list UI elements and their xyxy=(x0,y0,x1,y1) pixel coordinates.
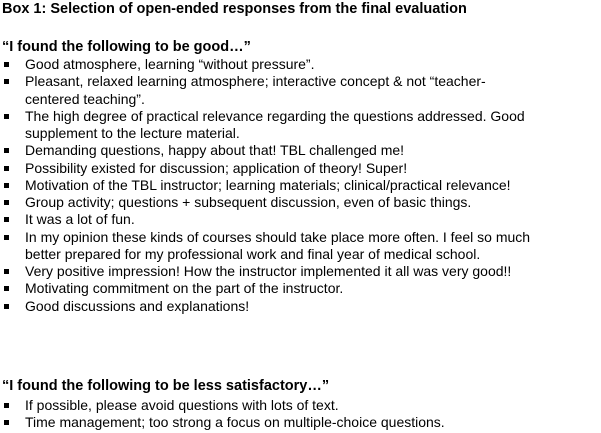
bullet-icon xyxy=(4,114,9,119)
response-text: It was a lot of fun. xyxy=(25,211,135,228)
less-satisfactory-responses-list xyxy=(0,397,601,432)
response-item xyxy=(0,142,601,159)
response-text: Motivating commitment on the part of the instructor. xyxy=(25,280,344,297)
response-text: If possible, please avoid questions with lots of text. xyxy=(25,397,339,413)
bullet-icon xyxy=(4,148,9,153)
response-text: better prepared for my professional work and final year of medical school. xyxy=(25,245,481,262)
response-item xyxy=(0,73,601,108)
bullet-icon xyxy=(4,235,9,240)
bullet-icon xyxy=(4,304,9,309)
bullet-icon xyxy=(4,200,9,205)
response-text: In my opinion these kinds of courses should take place more often. I feel so much xyxy=(25,228,531,245)
response-text: Demanding questions, happy about that! TBL challenged me! xyxy=(25,142,405,159)
response-text: Very positive impression! How the instructor implemented it all was very good!! xyxy=(25,263,512,279)
response-text: Good atmosphere, learning “without pressure”. xyxy=(25,56,315,72)
response-item xyxy=(0,263,601,280)
response-item xyxy=(0,160,601,177)
bullet-icon xyxy=(4,217,9,222)
response-item xyxy=(0,56,601,73)
response-item xyxy=(0,298,601,315)
response-text: The high degree of practical relevance regarding the questions addressed. Good xyxy=(25,107,525,124)
response-text: Possibility existed for discussion; application of theory! Super! xyxy=(25,159,408,176)
response-item xyxy=(0,414,601,431)
response-text: Good discussions and explanations! xyxy=(25,297,250,314)
response-item xyxy=(0,194,601,211)
bullet-icon xyxy=(4,183,9,188)
bullet-icon xyxy=(4,166,9,171)
good-responses-list xyxy=(0,56,601,315)
response-item xyxy=(0,280,601,297)
bullet-icon xyxy=(4,403,9,408)
bullet-icon xyxy=(4,79,9,84)
box-title: Box 1: Selection of open-ended responses from the final evaluation xyxy=(2,1,467,17)
response-item xyxy=(0,229,601,264)
bullet-icon xyxy=(4,286,9,291)
bullet-icon xyxy=(4,420,9,425)
response-item xyxy=(0,397,601,414)
response-text: Pleasant, relaxed learning atmosphere; interactive concept & not “teacher- xyxy=(25,73,486,90)
good-section-heading: “I found the following to be good…” xyxy=(2,39,251,55)
response-text: Time management; too strong a focus on multiple-choice questions. xyxy=(25,414,445,431)
response-text: supplement to the lecture material. xyxy=(25,125,240,141)
response-text: Group activity; questions + subsequent discussion, even of basic things. xyxy=(25,194,472,210)
response-text: Motivation of the TBL instructor; learning materials; clinical/practical relevance! xyxy=(25,176,511,193)
response-item xyxy=(0,211,601,228)
response-item xyxy=(0,108,601,143)
response-item xyxy=(0,177,601,194)
bullet-icon xyxy=(4,62,9,67)
less-satisfactory-section-heading: “I found the following to be less satisfactory…” xyxy=(2,378,330,394)
bullet-icon xyxy=(4,269,9,274)
response-text: centered teaching”. xyxy=(25,90,145,107)
